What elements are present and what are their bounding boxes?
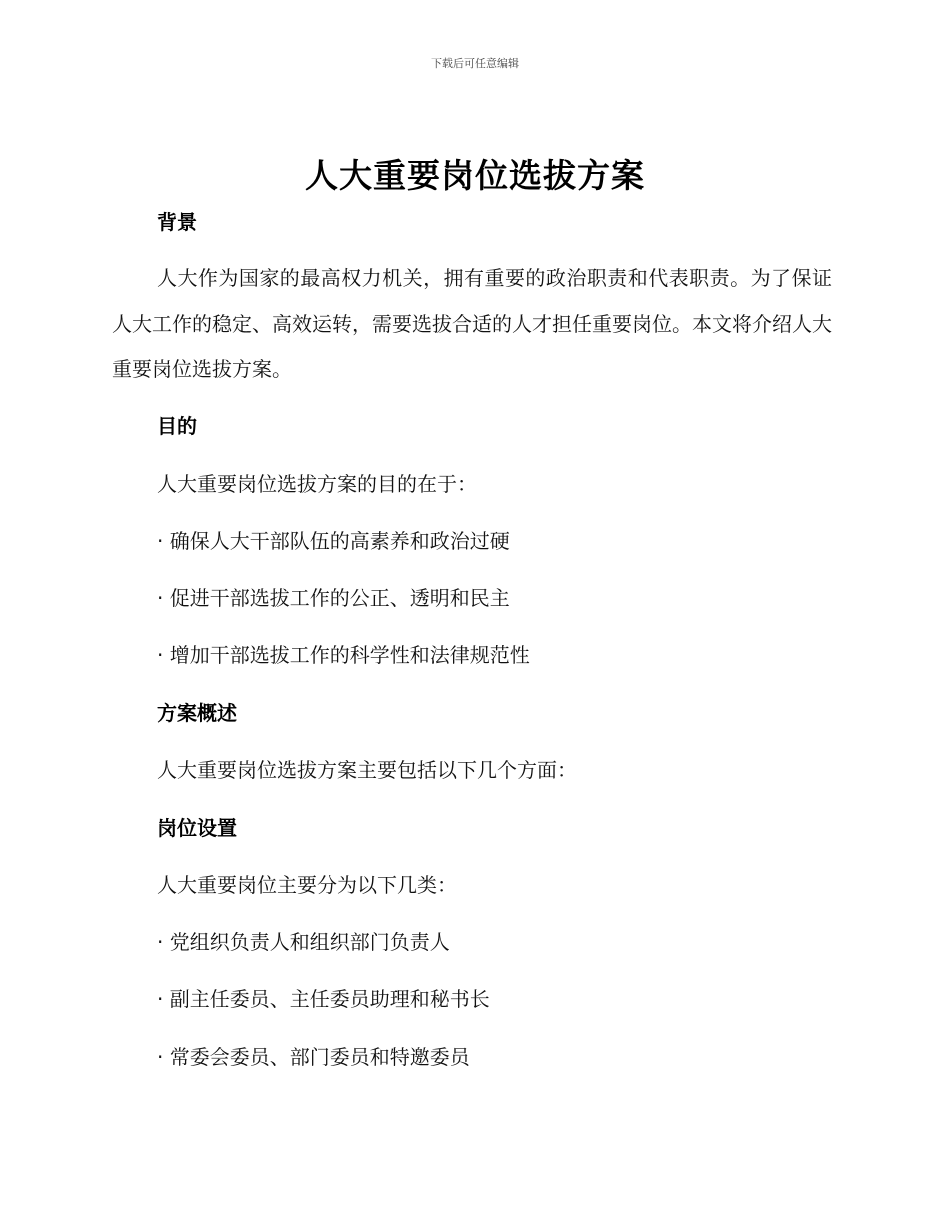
section-heading-positions: 岗位设置 — [157, 816, 237, 840]
section-heading-overview: 方案概述 — [157, 701, 237, 725]
positions-intro: 人大重要岗位主要分为以下几类： — [157, 873, 457, 897]
list-item: · 副主任委员、主任委员助理和秘书长 — [157, 987, 490, 1011]
page-header-note: 下载后可任意编辑 — [431, 57, 519, 70]
list-item: · 常委会委员、部门委员和特邀委员 — [157, 1045, 470, 1069]
document-title: 人大重要岗位选拔方案 — [305, 156, 645, 195]
list-item: · 确保人大干部队伍的高素养和政治过硬 — [157, 529, 510, 553]
section-heading-background: 背景 — [157, 210, 197, 234]
background-paragraph: 人大作为国家的最高权力机关，拥有重要的政治职责和代表职责。为了保证人大工作的稳定、高效运转，需要选拔合适的人才担任重要岗位。本文将介绍人大重要岗位选拔方案。 — [112, 266, 832, 381]
overview-intro: 人大重要岗位选拔方案主要包括以下几个方面： — [157, 758, 577, 782]
purpose-intro: 人大重要岗位选拔方案的目的在于： — [157, 472, 477, 496]
list-item: · 增加干部选拔工作的科学性和法律规范性 — [157, 643, 530, 667]
list-item: · 促进干部选拔工作的公正、透明和民主 — [157, 586, 510, 610]
section-heading-purpose: 目的 — [157, 414, 197, 438]
list-item: · 党组织负责人和组织部门负责人 — [157, 930, 450, 954]
